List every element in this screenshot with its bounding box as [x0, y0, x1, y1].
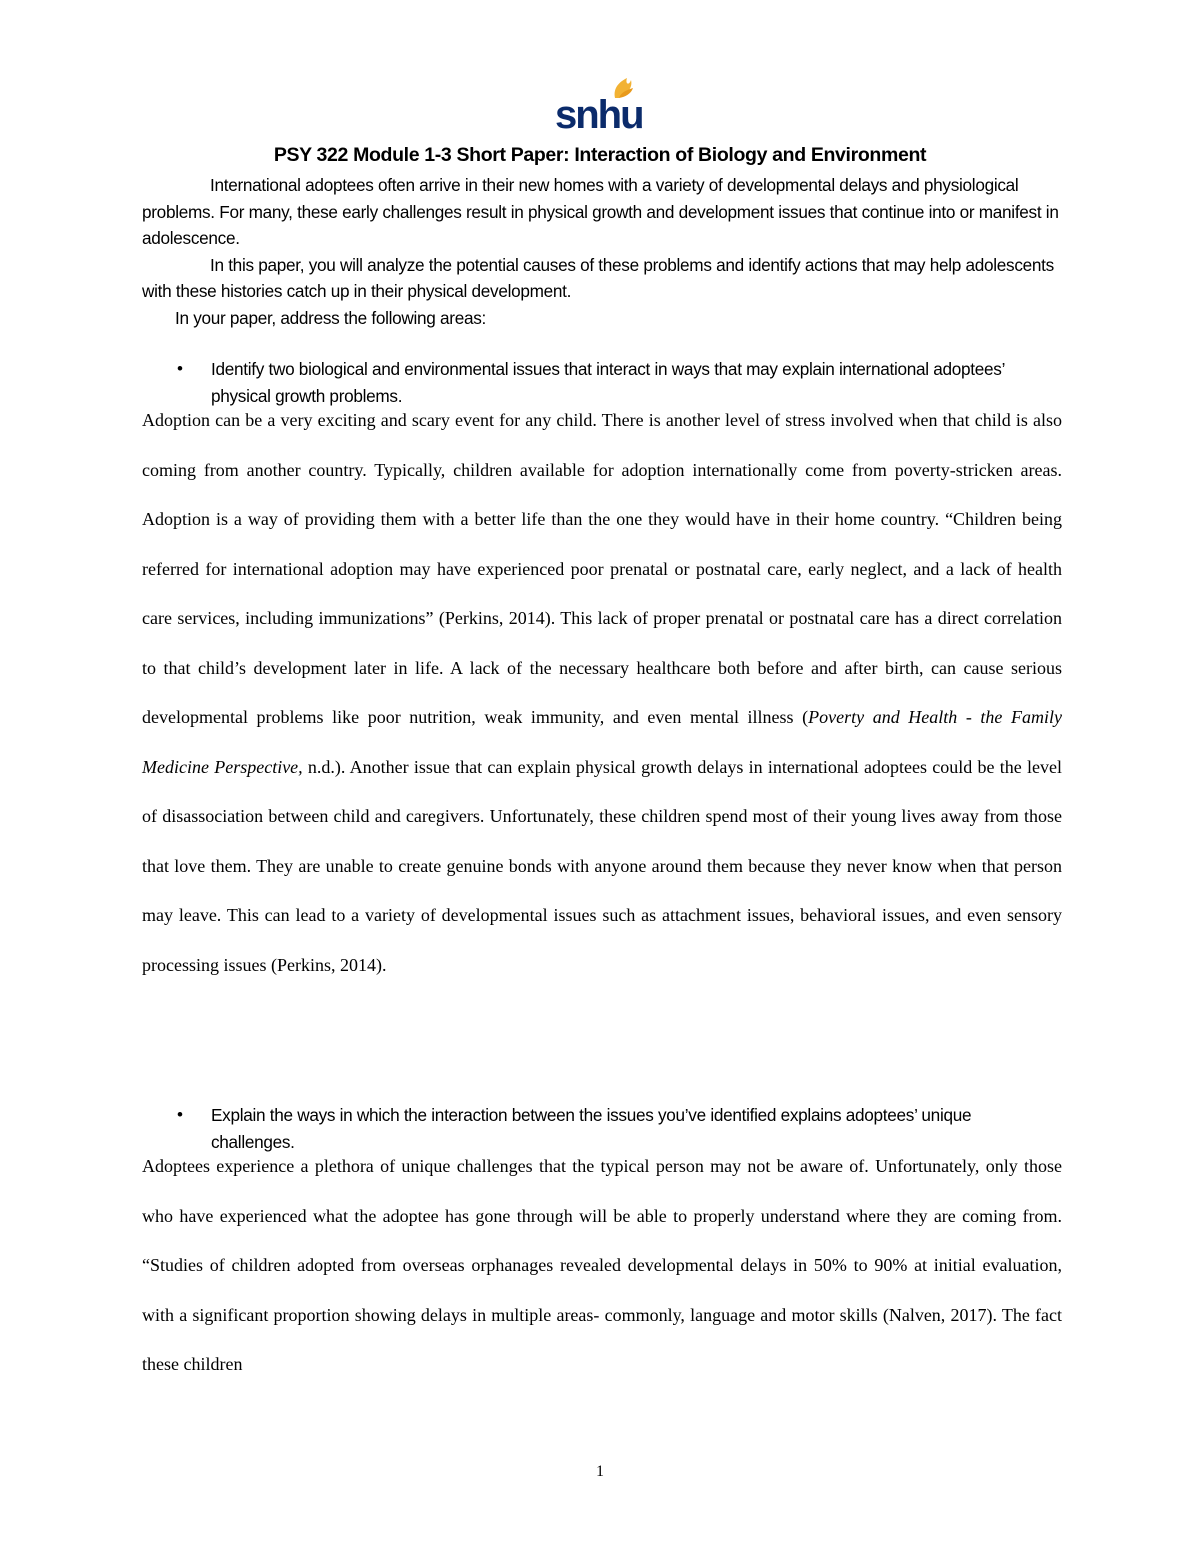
body-section-1: [142, 396, 1062, 990]
body-paragraph-1: [142, 396, 1062, 990]
instructions-para-2: In this paper, you will analyze the potential causes of these problems and identify actions that may help adolescents with these histories catch up in their physical development.: [142, 254, 1054, 301]
logo-wordmark: snhu: [555, 93, 643, 132]
body-paragraph-2: Adoptees experience a plethora of unique challenges that the typical person may not be aware of. Unfortunately, only those who have experienced what the adoptee has gone through will be able to properly understand where they are coming from. “Studies of children adopted from overseas orphanages revealed developmental delays in 50% to 90% at initial evaluation, with a significant proportion showing delays in multiple areas- commonly, language and motor skills (Nalven, 2017). The fact these children: [142, 1156, 1062, 1374]
bullet-text-2: Explain the ways in which the interaction between the issues you’ve identified explains adoptees’ unique challenges.: [211, 1105, 972, 1152]
instructions-para-1: International adoptees often arrive in their new homes with a variety of developmental delays and physiological problems. For many, these early challenges result in physical growth and development issues that continue into or manifest in adolescence.: [142, 175, 1059, 248]
page-number: 1: [596, 1463, 604, 1480]
page-title: PSY 322 Module 1-3 Short Paper: Interaction of Biology and Environment: [273, 144, 927, 166]
body-section-2: [142, 1142, 1062, 1390]
instructions: [142, 172, 1062, 331]
snhu-logo-graphic: [553, 74, 643, 132]
body-text-1a: Adoption can be a very exciting and scary event for any child. There is another level of stress involved when that child is also coming from another country. Typically, children available for adoption internationally come from poverty-stricken areas. Adoption is a way of providing them with a better life than the one they would have in their home country. “Children being referred for international adoption may have experienced poor prenatal or postnatal care, early neglect, and a lack of health care services, including immunizations” (Perkins, 2014). This lack of proper prenatal or postnatal care has a direct correlation to that child’s development later in life. A lack of the necessary healthcare both before and after birth, can cause serious developmental problems like poor nutrition, weak immunity, and even mental illness (: [142, 410, 1062, 727]
bullet-icon: •: [177, 359, 183, 378]
bullet-text-1: Identify two biological and environmental issues that interact in ways that may explain international adoptees’ physical growth problems.: [211, 359, 1005, 406]
instructions-para-3: In your paper, address the following areas:: [175, 307, 486, 328]
body-citation-title: Poverty and Health - the Family Medicine Perspective,: [142, 707, 1062, 777]
body-text-1b: n.d.). Another issue that can explain physical growth delays in international adoptees could be the level of disassociation between child and caregivers. Unfortunately, these children spend most of their young lives away from those that love them. They are unable to create genuine bonds with anyone around them because they never know when that person may leave. This can lead to a variety of developmental issues such as attachment issues, behavioral issues, and even sensory processing issues (Perkins, 2014).: [142, 756, 1062, 975]
snhu-logo: [553, 74, 643, 132]
bullet-icon: •: [177, 1105, 183, 1124]
